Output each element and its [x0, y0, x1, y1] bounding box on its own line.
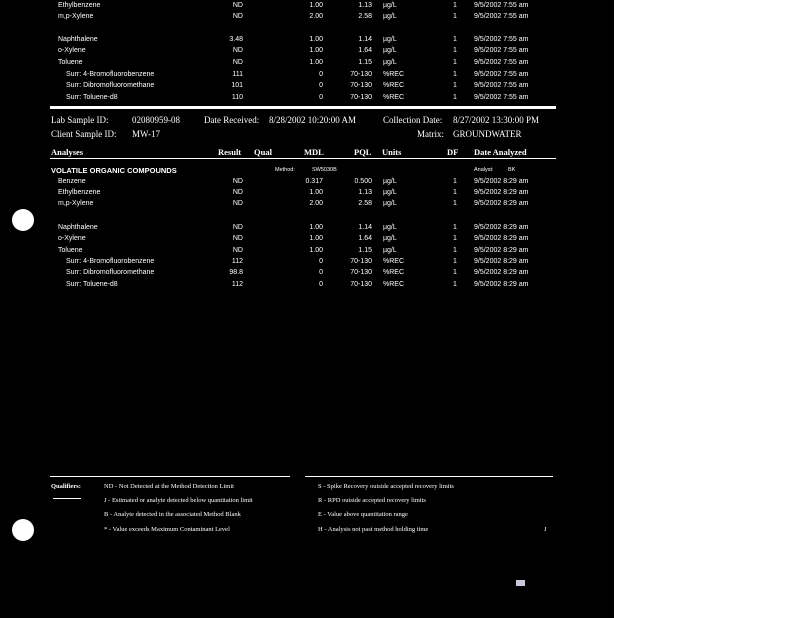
- cell-df: 1: [453, 224, 457, 231]
- cell-date: 9/5/2002 7:55 am: [474, 59, 529, 66]
- cell-date: 9/5/2002 8:29 am: [474, 269, 529, 276]
- header-rule: [50, 158, 556, 159]
- cell-mdl: 1.00: [309, 189, 323, 196]
- client-sample-id-label: Client Sample ID:: [51, 129, 117, 139]
- cell-units: %REC: [383, 269, 405, 276]
- table-row: [0, 224, 614, 235]
- cell-date: 9/5/2002 8:29 am: [474, 200, 529, 207]
- binder-hole-lower: [12, 519, 34, 541]
- table-row: [0, 59, 614, 70]
- cell-pql: 1.13: [358, 2, 372, 9]
- analyst-value: BK: [508, 167, 516, 173]
- cell-mdl: 1.00: [309, 235, 323, 242]
- table-row: [0, 2, 614, 13]
- table-row: [0, 94, 614, 105]
- cell-date: 9/5/2002 8:29 am: [474, 258, 529, 265]
- cell-units: µg/L: [383, 36, 397, 43]
- cell-analyte: Toluene: [58, 59, 83, 66]
- cell-mdl: 0: [319, 269, 323, 276]
- header-df: DF: [447, 147, 459, 157]
- cell-analyte: Surr: Dibromofluoromethane: [66, 82, 155, 89]
- cell-date: 9/5/2002 7:55 am: [474, 47, 529, 54]
- cell-result: 110: [231, 94, 243, 101]
- cell-analyte: m,p-Xylene: [58, 13, 94, 20]
- cell-date: 9/5/2002 8:29 am: [474, 189, 529, 196]
- qualifier-item: * - Value exceeds Maximum Contaminant Level: [104, 526, 230, 533]
- lab-sample-id: 02080959-08: [132, 115, 180, 125]
- cell-units: %REC: [383, 258, 405, 265]
- cell-df: 1: [453, 71, 457, 78]
- cell-result: 112: [231, 258, 243, 265]
- date-received-label: Date Received:: [204, 115, 260, 125]
- cell-analyte: Toluene: [58, 247, 83, 254]
- cell-df: 1: [453, 2, 457, 9]
- cell-pql: 70-130: [350, 269, 372, 276]
- cell-mdl: 2.00: [309, 13, 323, 20]
- cell-date: 9/5/2002 7:55 am: [474, 82, 529, 89]
- cell-analyte: Surr: 4-Bromofluorobenzene: [66, 71, 155, 78]
- cell-date: 9/5/2002 8:29 am: [474, 235, 529, 242]
- cell-result: ND: [232, 247, 243, 254]
- cell-pql: 70-130: [350, 258, 372, 265]
- method-label: Method:: [275, 167, 295, 173]
- cell-pql: 70-130: [350, 94, 372, 101]
- cell-analyte: Benzene: [58, 178, 86, 185]
- cell-pql: 1.14: [358, 36, 372, 43]
- cell-mdl: 0: [319, 82, 323, 89]
- table-row: [0, 71, 614, 82]
- cell-mdl: 1.00: [309, 247, 323, 254]
- footer-rule-right: [305, 476, 553, 477]
- client-sample-id: MW-17: [132, 129, 160, 139]
- table-row: [0, 269, 614, 280]
- cell-pql: 70-130: [350, 82, 372, 89]
- cell-date: 9/5/2002 7:55 am: [474, 2, 529, 9]
- qualifier-item: S - Spike Recovery outside accepted recovery limits: [318, 483, 454, 490]
- cell-analyte: m,p-Xylene: [58, 200, 94, 207]
- binder-hole-upper: [12, 209, 34, 231]
- page-mark: J: [544, 526, 547, 533]
- cell-units: µg/L: [383, 200, 397, 207]
- cell-result: ND: [232, 47, 243, 54]
- cell-date: 9/5/2002 7:55 am: [474, 71, 529, 78]
- cell-analyte: Naphthalene: [58, 36, 98, 43]
- qualifier-item: J - Estimated or analyte detected below quantitation limit: [104, 497, 253, 504]
- section-title: VOLATILE ORGANIC COMPOUNDS: [51, 166, 177, 175]
- cell-date: 9/5/2002 7:55 am: [474, 36, 529, 43]
- cell-df: 1: [453, 94, 457, 101]
- cell-units: µg/L: [383, 235, 397, 242]
- cell-analyte: Surr: 4-Bromofluorobenzene: [66, 258, 155, 265]
- cell-units: µg/L: [383, 189, 397, 196]
- cell-result: 98.8: [229, 269, 243, 276]
- cell-df: 1: [453, 235, 457, 242]
- method-value: SW5030B: [312, 167, 337, 173]
- cell-df: 1: [453, 247, 457, 254]
- cell-analyte: Naphthalene: [58, 224, 98, 231]
- cell-df: 1: [453, 47, 457, 54]
- matrix: GROUNDWATER: [453, 129, 522, 139]
- cell-analyte: Surr: Dibromofluoromethane: [66, 269, 155, 276]
- cell-result: 101: [231, 82, 243, 89]
- cell-mdl: 1.00: [309, 47, 323, 54]
- table-row: [0, 200, 614, 211]
- qualifier-item: E - Value above quantitation range: [318, 511, 408, 518]
- cell-analyte: Ethylbenzene: [58, 2, 101, 9]
- cell-pql: 1.14: [358, 224, 372, 231]
- cell-units: µg/L: [383, 59, 397, 66]
- header-units: Units: [382, 147, 402, 157]
- cell-result: ND: [232, 178, 243, 185]
- cell-df: 1: [453, 59, 457, 66]
- header-qual: Qual: [254, 147, 272, 157]
- cell-units: µg/L: [383, 2, 397, 9]
- cell-mdl: 0: [319, 258, 323, 265]
- qualifiers-underline: [53, 498, 81, 499]
- cell-units: %REC: [383, 82, 405, 89]
- cell-pql: 1.15: [358, 247, 372, 254]
- cell-analyte: Surr: Toluene-d8: [66, 281, 118, 288]
- cell-pql: 2.58: [358, 13, 372, 20]
- cell-pql: 70-130: [350, 281, 372, 288]
- cell-pql: 2.58: [358, 200, 372, 207]
- cell-units: µg/L: [383, 13, 397, 20]
- cell-df: 1: [453, 13, 457, 20]
- cell-units: µg/L: [383, 178, 397, 185]
- lab-sample-id-label: Lab Sample ID:: [51, 115, 109, 125]
- sample-divider-thick: [50, 106, 556, 109]
- table-row: [0, 281, 614, 292]
- scan-artifact-mark: [516, 580, 525, 586]
- table-row: [0, 235, 614, 246]
- header-mdl: MDL: [304, 147, 324, 157]
- cell-mdl: 1.00: [309, 36, 323, 43]
- cell-mdl: 1.00: [309, 2, 323, 9]
- table-row: [0, 36, 614, 47]
- cell-df: 1: [453, 200, 457, 207]
- cell-units: µg/L: [383, 47, 397, 54]
- matrix-label: Matrix:: [417, 129, 444, 139]
- table-row: [0, 258, 614, 269]
- analyst-label: Analyst:: [474, 167, 494, 173]
- table-row: [0, 47, 614, 58]
- cell-result: ND: [232, 235, 243, 242]
- cell-units: %REC: [383, 71, 405, 78]
- cell-pql: 1.15: [358, 59, 372, 66]
- header-pql: PQL: [354, 147, 372, 157]
- cell-mdl: 2.00: [309, 200, 323, 207]
- cell-date: 9/5/2002 8:29 am: [474, 178, 529, 185]
- cell-result: ND: [232, 13, 243, 20]
- cell-units: µg/L: [383, 247, 397, 254]
- cell-pql: 1.64: [358, 235, 372, 242]
- cell-df: 1: [453, 281, 457, 288]
- header-result: Result: [218, 147, 242, 157]
- cell-units: µg/L: [383, 224, 397, 231]
- cell-mdl: 1.00: [309, 224, 323, 231]
- table-row: [0, 189, 614, 200]
- cell-result: ND: [232, 200, 243, 207]
- cell-date: 9/5/2002 8:29 am: [474, 224, 529, 231]
- qualifier-item: H - Analysis not past method holding time: [318, 526, 429, 533]
- cell-df: 1: [453, 189, 457, 196]
- cell-result: ND: [232, 189, 243, 196]
- cell-df: 1: [453, 269, 457, 276]
- cell-result: ND: [232, 59, 243, 66]
- cell-pql: 0.500: [354, 178, 372, 185]
- cell-result: ND: [232, 2, 243, 9]
- cell-analyte: Ethylbenzene: [58, 189, 101, 196]
- cell-analyte: Surr: Toluene-d8: [66, 94, 118, 101]
- cell-result: ND: [232, 224, 243, 231]
- cell-analyte: o-Xylene: [58, 47, 86, 54]
- cell-date: 9/5/2002 8:29 am: [474, 247, 529, 254]
- cell-mdl: 0: [319, 71, 323, 78]
- cell-pql: 1.64: [358, 47, 372, 54]
- qualifiers-label: Qualifiers:: [51, 483, 81, 490]
- cell-df: 1: [453, 82, 457, 89]
- cell-mdl: 1.00: [309, 59, 323, 66]
- qualifier-item: B - Analyte detected in the associated Method Blank: [104, 511, 241, 518]
- footer-rule-left: [50, 476, 290, 477]
- cell-df: 1: [453, 36, 457, 43]
- cell-analyte: o-Xylene: [58, 235, 86, 242]
- cell-mdl: 0.317: [305, 178, 323, 185]
- qualifier-item: ND - Not Detected at the Method Detection Limit: [104, 483, 234, 490]
- collection-date-label: Collection Date:: [383, 115, 443, 125]
- cell-date: 9/5/2002 7:55 am: [474, 13, 529, 20]
- table-row: [0, 13, 614, 24]
- header-date-analyzed: Date Analyzed: [474, 147, 527, 157]
- cell-mdl: 0: [319, 94, 323, 101]
- cell-result: 112: [231, 281, 243, 288]
- collection-date: 8/27/2002 13:30:00 PM: [453, 115, 540, 125]
- table-row: [0, 178, 614, 189]
- table-row: [0, 247, 614, 258]
- cell-df: 1: [453, 258, 457, 265]
- cell-pql: 1.13: [358, 189, 372, 196]
- table-row: [0, 82, 614, 93]
- cell-pql: 70-130: [350, 71, 372, 78]
- cell-units: %REC: [383, 281, 405, 288]
- date-received: 8/28/2002 10:20:00 AM: [269, 115, 357, 125]
- header-analyses: Analyses: [51, 147, 84, 157]
- cell-units: %REC: [383, 94, 405, 101]
- cell-result: 3.48: [229, 36, 243, 43]
- cell-result: 111: [232, 71, 243, 78]
- cell-df: 1: [453, 178, 457, 185]
- cell-mdl: 0: [319, 281, 323, 288]
- cell-date: 9/5/2002 8:29 am: [474, 281, 529, 288]
- qualifier-item: R - RPD outside accepted recovery limits: [318, 497, 426, 504]
- cell-date: 9/5/2002 7:55 am: [474, 94, 529, 101]
